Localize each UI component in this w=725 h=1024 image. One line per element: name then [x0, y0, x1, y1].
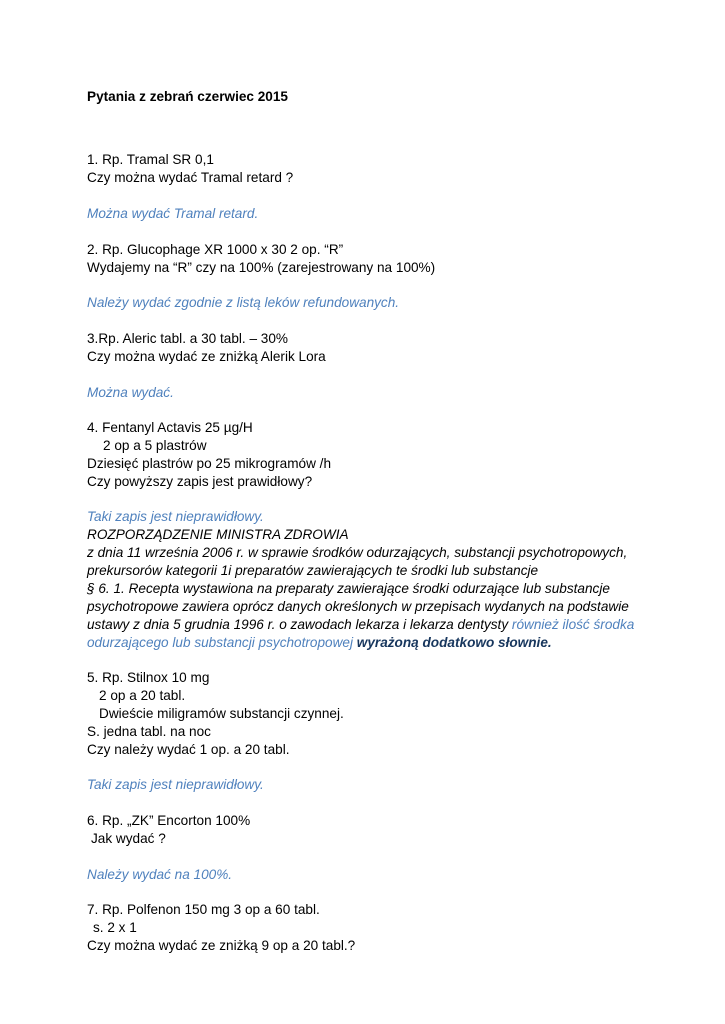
- question-6-prescription: 6. Rp. „ZK” Encorton 100%: [87, 813, 251, 828]
- regulation-line: [87, 616, 634, 633]
- question-6-text: Jak wydać ?: [91, 831, 166, 846]
- regulation-text: ustawy z dnia 5 grudnia 1996 r. o zawodach lekarza i lekarza dentysty: [87, 617, 512, 632]
- regulation-paragraph: § 6. 1. Recepta wystawiona na preparaty zawierające środki odurzające lub substancje: [87, 581, 610, 596]
- regulation-line: [87, 634, 552, 651]
- question-5-written-dose: Dwieście miligramów substancji czynnej.: [99, 706, 344, 721]
- regulation-line: prekursorów kategorii 1i preparatów zawierających te środki lub substancje: [87, 563, 539, 578]
- regulation-line: z dnia 11 września 2006 r. w sprawie środków odurzających, substancji psychotropowych,: [87, 545, 628, 560]
- question-5-text: Czy należy wydać 1 op. a 20 tabl.: [87, 742, 290, 757]
- question-5-quantity: 2 op a 20 tabl.: [99, 688, 186, 703]
- question-2-prescription: 2. Rp. Glucophage XR 1000 x 30 2 op. “R”: [87, 242, 344, 257]
- question-7-text: Czy można wydać ze zniżką 9 op a 20 tabl.?: [87, 938, 356, 953]
- answer-6: Należy wydać na 100%.: [87, 867, 233, 882]
- question-3-prescription: 3.Rp. Aleric tabl. a 30 tabl. – 30%: [87, 331, 289, 346]
- question-1-text: Czy można wydać Tramal retard ?: [87, 170, 294, 185]
- question-5-signature: S. jedna tabl. na noc: [87, 724, 211, 739]
- answer-5: Taki zapis jest nieprawidłowy.: [87, 777, 264, 792]
- answer-1: Można wydać Tramal retard.: [87, 206, 259, 221]
- regulation-highlight: również ilość środka: [511, 617, 635, 632]
- question-3-text: Czy można wydać ze zniżką Alerik Lora: [87, 349, 326, 364]
- question-4-written-quantity: Dziesięć plastrów po 25 mikrogramów /h: [87, 456, 332, 471]
- question-1-prescription: 1. Rp. Tramal SR 0,1: [87, 152, 214, 167]
- answer-2: Należy wydać zgodnie z listą leków refundowanych.: [87, 295, 400, 310]
- question-4-prescription: 4. Fentanyl Actavis 25 µg/H: [87, 420, 253, 435]
- regulation-emphasis: wyrażoną dodatkowo słownie.: [356, 635, 552, 650]
- regulation-heading: ROZPORZĄDZENIE MINISTRA ZDROWIA: [87, 527, 349, 542]
- question-4-text: Czy powyższy zapis jest prawidłowy?: [87, 474, 313, 489]
- page-title: Pytania z zebrań czerwiec 2015: [87, 89, 288, 104]
- regulation-line: psychotropowe zawiera oprócz danych określonych w przepisach wydanych na podstawie: [87, 599, 629, 614]
- regulation-highlight: odurzającego lub substancji psychotropowej: [87, 635, 357, 650]
- question-2-text: Wydajemy na “R” czy na 100% (zarejestrowany na 100%): [87, 260, 436, 275]
- question-4-quantity: 2 op a 5 plastrów: [103, 438, 207, 453]
- answer-3: Można wydać.: [87, 385, 174, 400]
- question-7-signature: s. 2 x 1: [93, 920, 137, 935]
- answer-4: Taki zapis jest nieprawidłowy.: [87, 509, 264, 524]
- question-7-prescription: 7. Rp. Polfenon 150 mg 3 op a 60 tabl.: [87, 902, 320, 917]
- question-5-prescription: 5. Rp. Stilnox 10 mg: [87, 670, 210, 685]
